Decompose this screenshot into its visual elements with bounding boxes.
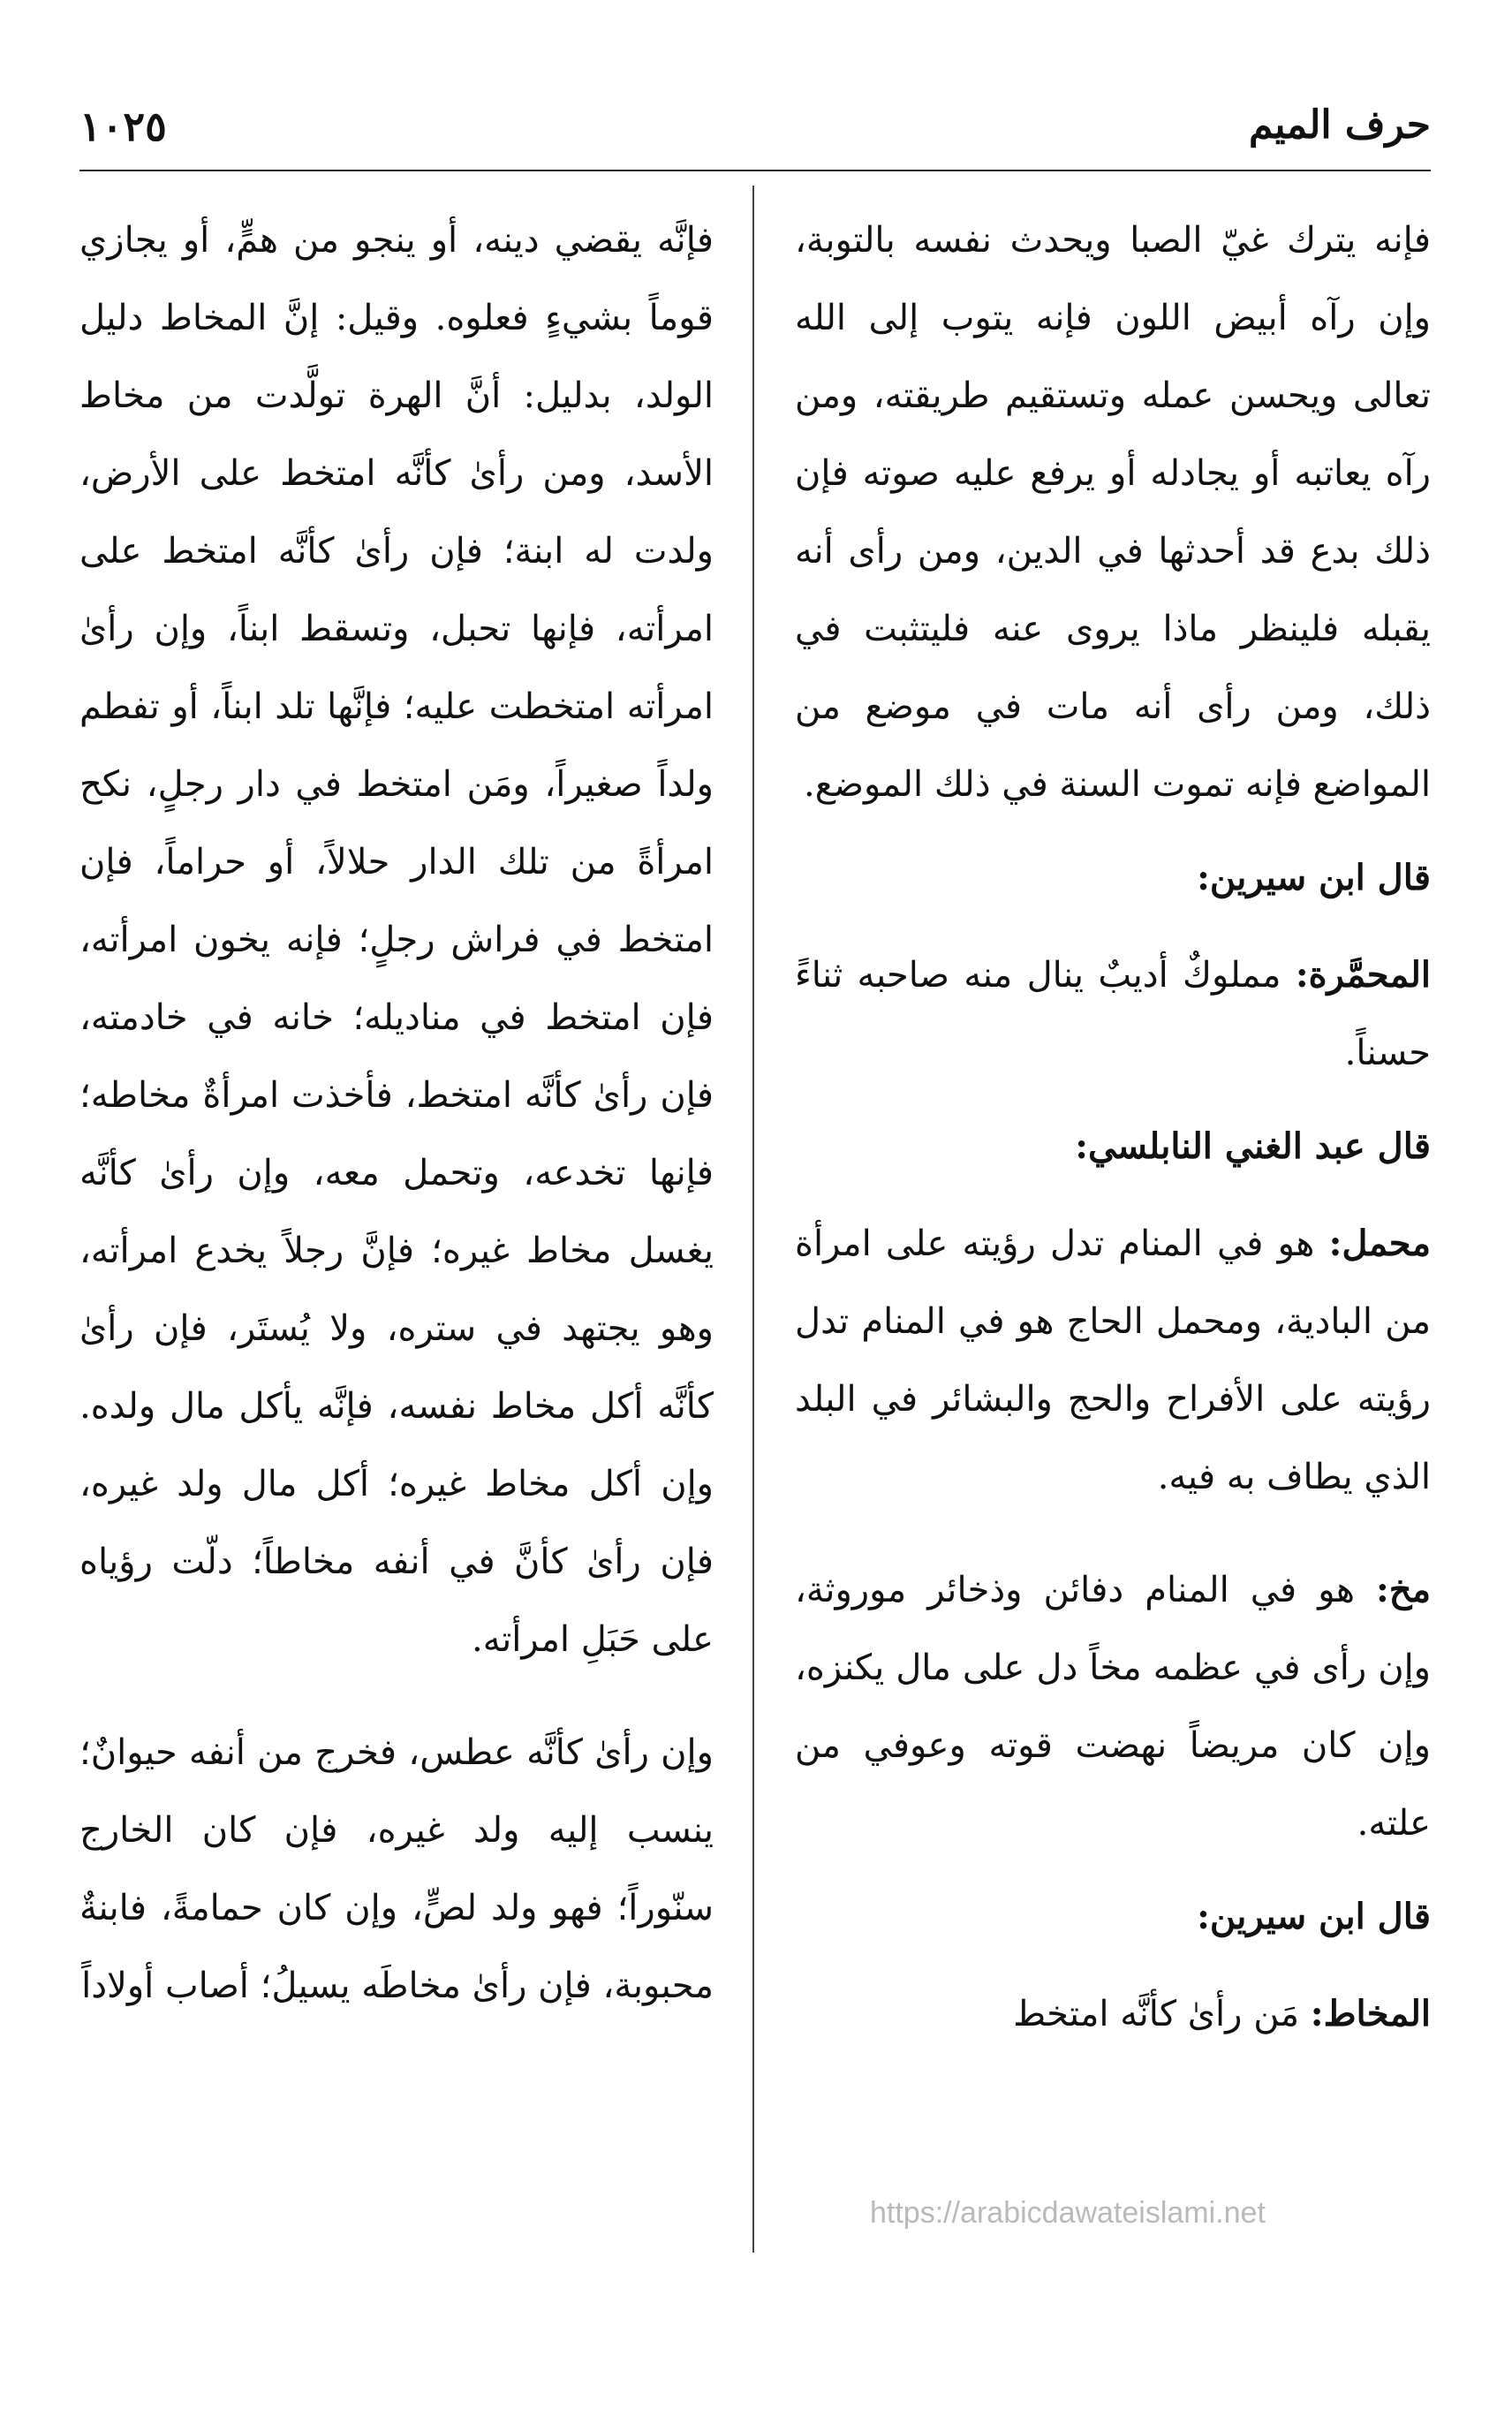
- section-heading: قال عبد الغني النابلسي:: [1075, 1125, 1431, 1167]
- dictionary-entry: [795, 1975, 1431, 2053]
- entry-text: هو في المنام تدل رؤيته على امرأة من البادية، ومحمل الحاج هو في المنام تدل رؤيته على الأفراح والحج والبشائر في البلد الذي يطاف به فيه.: [795, 1223, 1431, 1497]
- paragraph: فإنه يترك غيّ الصبا ويحدث نفسه بالتوبة، وإن رآه أبيض اللون فإنه يتوب إلى الله تعالى ويحسن عمله وتستقيم طريقته، ومن رآه يعاتبه أو يجادله أو يرفع عليه صوته فإن ذلك بدع قد أحدثها في الدين، ومن رأى أنه يقبله فلينظر ماذا يروى عنه فليتثبت في ذلك، ومن رأى أنه مات في موضع من المواضع فإنه تموت السنة في ذلك الموضع.: [795, 220, 1431, 805]
- paragraph: فإنَّه يقضي دينه، أو ينجو من همٍّ، أو يجازي قوماً بشيءٍ فعلوه. وقيل: إنَّ المخاط دليل الولد، بدليل: أنَّ الهرة تولَّدت من مخاط الأسد، ومن رأىٰ كأنَّه امتخط على الأرض، ولدت له ابنة؛ فإن رأىٰ كأنَّه امتخط على امرأته، فإنها تحبل، وتسقط ابناً، وإن رأىٰ امرأته امتخطت عليه؛ فإنَّها تلد ابناً، أو تفطم ولداً صغيراً، ومَن امتخط في دار رجلٍ، نكح امرأةً من تلك الدار حلالاً، أو حراماً، فإن امتخط في فراش رجلٍ؛ فإنه يخون امرأته، فإن امتخط في مناديله؛ خانه في خادمته، فإن رأىٰ كأنَّه امتخط، فأخذت امرأةٌ مخاطه؛ فإنها تخدعه، وتحمل معه، وإن رأىٰ كأنَّه يغسل مخاط غيره؛ فإنَّ رجلاً يخدع امرأته، وهو يجتهد في ستره، ولا يُستَر، فإن رأىٰ كأنَّه أكل مخاط نفسه، فإنَّه يأكل مال ولده. وإن أكل مخاط غيره؛ أكل مال ولد غيره، فإن رأىٰ كأنَّ في أنفه مخاطاً؛ دلّت رؤياه على حَبَلِ امرأته.: [79, 220, 714, 1660]
- watermark-url: https://arabicdawateislami.net: [870, 2196, 1266, 2230]
- entry-term: المحمَّرة:: [1295, 954, 1431, 996]
- paragraph: وإن رأىٰ كأنَّه عطس، فخرج من أنفه حيوانٌ؛ ينسب إليه ولد غيره، فإن كان الخارج سنّوراً؛ فهو ولد لصٍّ، وإن كان حمامةً، فابنةٌ محبوبة، فإن رأىٰ مخاطَه يسيلُ؛ أصاب أولاداً: [79, 1732, 714, 2006]
- right-column: [795, 201, 1431, 2053]
- left-column: [79, 201, 714, 2025]
- entry-text: مَن رأىٰ كأنَّه امتخط: [1013, 1994, 1311, 2034]
- entry-term: محمل:: [1328, 1223, 1431, 1264]
- dictionary-entry: [795, 1205, 1431, 1516]
- chapter-title: حرف الميم: [1248, 102, 1431, 148]
- entry-term: مخ:: [1375, 1569, 1431, 1610]
- dictionary-entry: [795, 1551, 1431, 1862]
- spacer: [79, 1678, 714, 1714]
- header-rule: [79, 170, 1431, 171]
- section-heading: قال ابن سيرين:: [1197, 1896, 1431, 1937]
- dictionary-entry: [795, 936, 1431, 1092]
- page-number: ١٠٢٥: [79, 102, 167, 150]
- entry-text: مملوكٌ أديبٌ ينال منه صاحبه ثناءً حسناً.: [795, 955, 1431, 1073]
- column-divider: [752, 186, 754, 2253]
- page-header: [79, 97, 1431, 168]
- section-heading: قال ابن سيرين:: [1197, 857, 1431, 898]
- spacer: [795, 1516, 1431, 1551]
- entry-text: هو في المنام دفائن وذخائر موروثة، وإن رأى في عظمه مخاً دل على مال يكنزه، وإن كان مريضاً نهضت قوته وعوفي من علته.: [795, 1570, 1431, 1844]
- entry-term: المخاط:: [1310, 1993, 1431, 2034]
